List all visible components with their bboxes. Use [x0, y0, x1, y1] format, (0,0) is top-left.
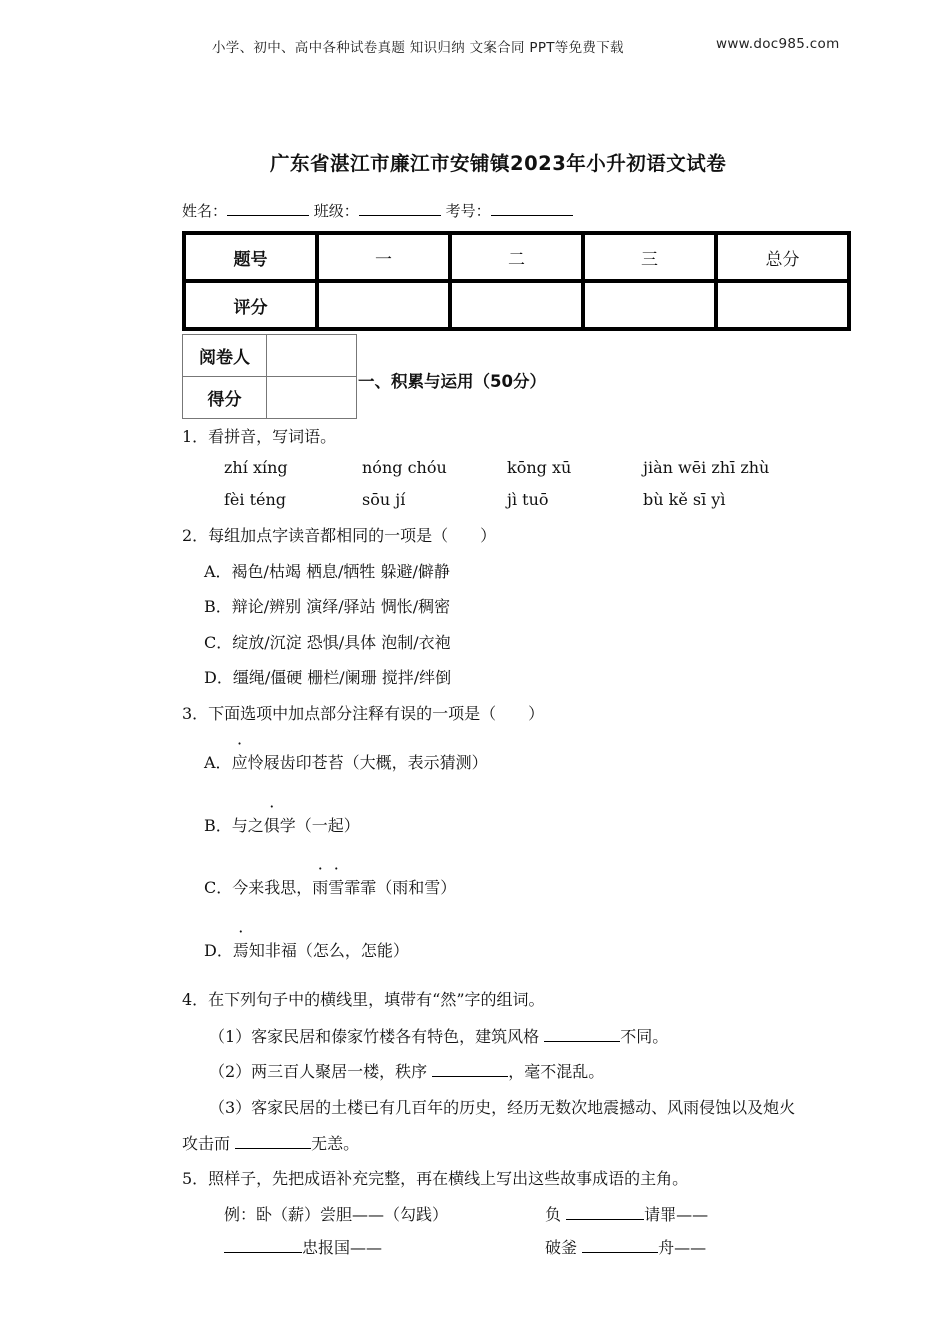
- q4-sentence-2: （2）两三百人聚居一楼，秩序 ，毫不混乱。: [209, 1062, 605, 1081]
- q1-pinyin: zhí xíng: [224, 458, 288, 477]
- score-cell-1: 一: [317, 233, 450, 281]
- q1-pinyin: nóng chóu: [362, 458, 447, 477]
- q3-option-a[interactable]: A．应怜屐齿印苍苔（大概，表示猜测）: [204, 753, 488, 772]
- q5-blank-3[interactable]: [224, 1251, 302, 1253]
- q1-pinyin: sōu jí: [362, 490, 406, 509]
- q3-prompt: 3．下面选项中加点部分注释有误的一项是（ ）: [182, 704, 545, 723]
- q2-option-d[interactable]: D．缰绳/僵硬 栅栏/阑珊 搅拌/绊倒: [204, 668, 452, 687]
- section-heading: 一、积累与运用（50分）: [358, 372, 546, 391]
- score-cell-3: 三: [583, 233, 716, 281]
- q3-option-b[interactable]: B．与之俱学（一起）: [204, 816, 360, 835]
- q2-prompt: 2．每组加点字读音都相同的一项是（ ）: [182, 526, 497, 545]
- q1-pinyin: fèi téng: [224, 490, 287, 509]
- score-input-total[interactable]: [716, 281, 849, 329]
- score-value-row: [184, 281, 849, 329]
- q5-blank-4[interactable]: [582, 1251, 658, 1253]
- q1-pinyin: jì tuō: [507, 490, 549, 509]
- q1-pinyin: jiàn wēi zhī zhù: [643, 458, 770, 477]
- grader-score-field[interactable]: [267, 377, 357, 419]
- id-label: 考号：: [445, 202, 491, 220]
- score-cell-question: 题号: [184, 233, 317, 281]
- header-promo: 小学、初中、高中各种试卷真题 知识归纳 文案合同 PPT等免费下载: [212, 40, 624, 56]
- score-cell-rating: 评分: [184, 281, 317, 329]
- q4-blank-2[interactable]: [432, 1075, 508, 1077]
- q1-pinyin: bù kě sī yì: [643, 490, 726, 509]
- q5-prompt: 5．照样子，先把成语补充完整，再在横线上写出这些故事成语的主角。: [182, 1169, 689, 1188]
- q5-item-2: 负 请罪——: [545, 1205, 709, 1224]
- q4-sentence-1: （1）客家民居和傣家竹楼各有特色，建筑风格 不同。: [209, 1027, 669, 1046]
- score-cell-2: 二: [450, 233, 583, 281]
- q5-item-4: 破釜 舟——: [545, 1238, 707, 1257]
- score-input-2[interactable]: [450, 281, 583, 329]
- class-field[interactable]: [359, 214, 441, 216]
- q2-option-a[interactable]: A．褐色/枯竭 栖息/牺牲 躲避/僻静: [204, 562, 450, 581]
- score-input-1[interactable]: [317, 281, 450, 329]
- grader-score-label: 得分: [183, 377, 267, 419]
- student-info: [182, 200, 573, 221]
- q4-blank-1[interactable]: [544, 1040, 620, 1042]
- class-label: 班级：: [313, 202, 359, 220]
- header-site[interactable]: www.doc985.com: [716, 36, 840, 52]
- grader-box: [182, 334, 357, 419]
- name-field[interactable]: [227, 214, 309, 216]
- q2-option-b[interactable]: B．辩论/辨别 演绎/驿站 惆怅/稠密: [204, 597, 451, 616]
- grader-reader-field[interactable]: [267, 335, 357, 377]
- page-title: 广东省湛江市廉江市安铺镇2023年小升初语文试卷: [270, 152, 727, 175]
- q2-option-c[interactable]: C．绽放/沉淀 恐惧/具体 泡制/衣袍: [204, 633, 451, 652]
- score-header-row: [184, 233, 849, 281]
- q3-option-d[interactable]: D．焉知非福（怎么，怎能）: [204, 941, 409, 960]
- score-input-3[interactable]: [583, 281, 716, 329]
- q5-example: 例：卧（薪）尝胆——（勾践）: [224, 1205, 449, 1224]
- grader-reader-label: 阅卷人: [183, 335, 267, 377]
- score-cell-total: 总分: [716, 233, 849, 281]
- q1-pinyin: kōng xū: [507, 458, 572, 477]
- q4-prompt: 4．在下列句子中的横线里，填带有“然”字的组词。: [182, 990, 545, 1009]
- name-label: 姓名：: [182, 202, 228, 220]
- q5-item-3: 忠报国——: [224, 1235, 382, 1258]
- q4-sentence-3: （3）客家民居的土楼已有几百年的历史，经历无数次地震撼动、风雨侵蚀以及炮火: [209, 1098, 796, 1117]
- q4-sentence-3-cont: 攻击而 无恙。: [182, 1134, 360, 1153]
- score-table: [182, 231, 851, 331]
- q4-blank-3[interactable]: [235, 1147, 311, 1149]
- q1-prompt: 1．看拼音，写词语。: [182, 427, 337, 446]
- id-field[interactable]: [491, 214, 573, 216]
- q3-option-c[interactable]: C．今来我思，雨雪霏霏（雨和雪）: [204, 878, 457, 897]
- q5-blank-2[interactable]: [566, 1218, 644, 1220]
